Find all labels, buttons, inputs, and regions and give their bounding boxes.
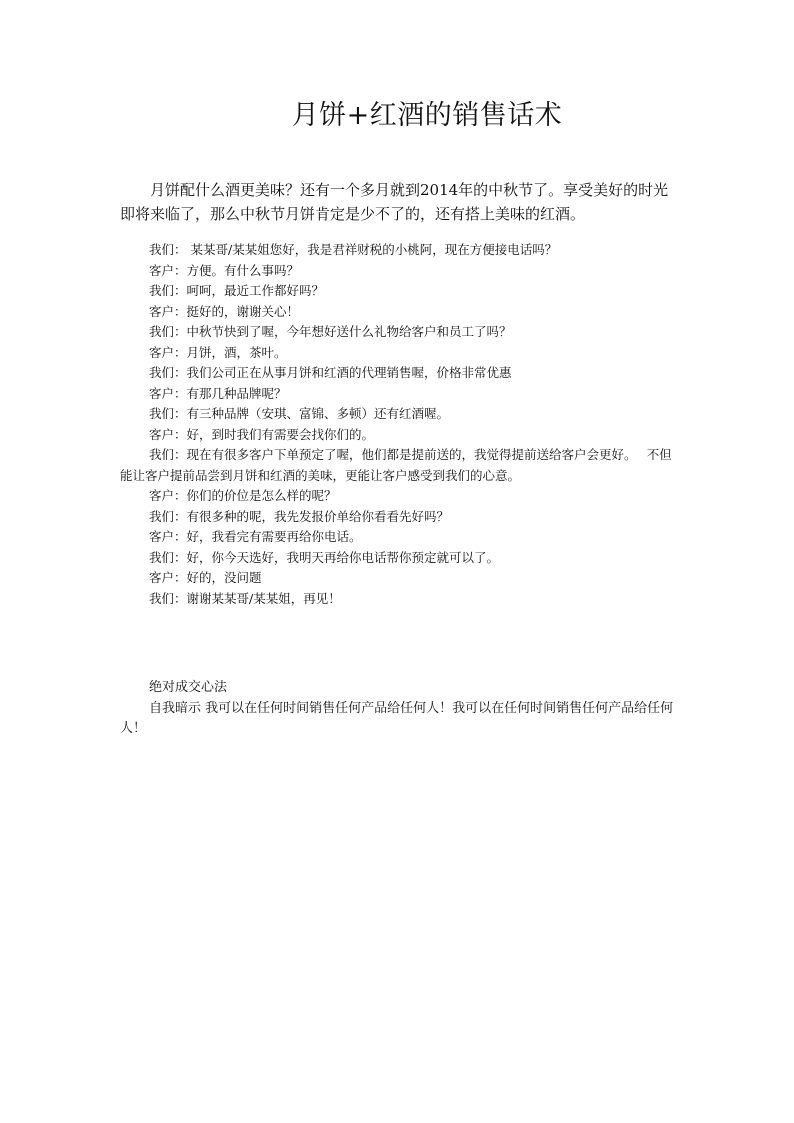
speaker-label: 客户：	[149, 529, 187, 544]
dialogue-line	[120, 527, 680, 548]
dialogue-line	[120, 589, 680, 610]
dialogue-line	[120, 445, 680, 486]
dialogue-line	[120, 281, 680, 302]
speaker-label: 客户：	[149, 426, 187, 442]
speaker-label: 我们：	[149, 283, 187, 298]
dialogue-line	[120, 343, 680, 364]
closing-section	[120, 678, 680, 740]
dialogue-text: 月饼，酒，茶叶。	[186, 344, 287, 360]
dialogue-line	[120, 568, 680, 589]
speaker-label: 客户：	[149, 262, 187, 278]
dialogue-text: 好，到时我们有需要会找你们的。	[186, 426, 375, 442]
dialogue-line	[120, 404, 680, 425]
dialogue-text: 方便。有什么事吗？	[186, 262, 300, 278]
dialogue-line	[120, 486, 680, 507]
speaker-label: 我们：	[149, 447, 187, 462]
speaker-label: 我们：	[149, 590, 187, 606]
speaker-label: 我们：	[149, 508, 187, 524]
dialogue-line	[120, 384, 680, 405]
dialogue-text: 中秋节快到了喔，今年想好送什么礼物给客户和员工了吗？	[186, 324, 512, 339]
speaker-label: 我们：	[149, 406, 187, 421]
dialogue-text: 现在有很多客户下单预定了喔，他们都是提前送的，我觉得提前送给客户会更好。 不但能让客户提前品尝到月饼和红酒的美味，更能让客户感受到我们的心意。	[120, 447, 672, 483]
intro-paragraph: 月饼配什么酒更美味？还有一个多月就到2014年的中秋节了。享受美好的时光即将来临了，那么中秋节月饼肯定是少不了的，还有搭上美味的红酒。	[120, 181, 669, 223]
speaker-label: 客户：	[149, 488, 187, 503]
sales-dialogue	[120, 240, 680, 609]
dialogue-text: 好，我看完有需要再给你电话。	[186, 529, 362, 544]
speaker-label: 客户：	[149, 344, 187, 360]
dialogue-line	[120, 548, 680, 569]
dialogue-line	[120, 240, 680, 261]
dialogue-text: 好，你今天选好，我明天再给你电话帮你预定就可以了。	[186, 549, 500, 565]
dialogue-text: 我们公司正在从事月饼和红酒的代理销售喔，价格非常优惠	[186, 365, 512, 380]
page-title: 月饼+红酒的销售话术	[291, 100, 563, 131]
speaker-label: 客户：	[149, 303, 187, 319]
dialogue-line	[120, 507, 680, 528]
speaker-label: 我们：	[149, 242, 187, 257]
dialogue-text: 你们的价位是怎么样的呢？	[186, 488, 337, 503]
closing-paragraph: 自我暗示 我可以在任何时间销售任何产品给任何人！我可以在任何时间销售任何产品给任何人！	[120, 700, 674, 736]
speaker-label: 我们：	[149, 549, 187, 565]
dialogue-text: 某某哥/某某姐您好，我是君祥财税的小桃阿，现在方便接电话吗？	[186, 242, 558, 257]
speaker-label: 我们：	[149, 324, 187, 339]
speaker-label: 我们：	[149, 365, 187, 380]
dialogue-text: 有三种品牌（安琪、富锦、多顿）还有红酒喔。	[186, 406, 450, 421]
dialogue-line	[120, 322, 680, 343]
dialogue-text: 有那几种品牌呢？	[186, 385, 287, 401]
speaker-label: 客户：	[149, 570, 187, 585]
dialogue-line	[120, 302, 680, 323]
dialogue-line	[120, 425, 680, 446]
dialogue-text: 有很多种的呢，我先发报价单给你看看先好吗？	[186, 508, 450, 524]
dialogue-text: 挺好的，谢谢关心！	[186, 303, 300, 319]
dialogue-line	[120, 261, 680, 282]
dialogue-text: 呵呵，最近工作都好吗？	[186, 283, 325, 298]
speaker-label: 客户：	[149, 385, 187, 401]
dialogue-text: 谢谢某某哥/某某姐，再见！	[186, 590, 341, 606]
section-heading: 绝对成交心法	[149, 680, 228, 695]
dialogue-line	[120, 363, 680, 384]
dialogue-text: 好的，没问题	[186, 570, 262, 585]
